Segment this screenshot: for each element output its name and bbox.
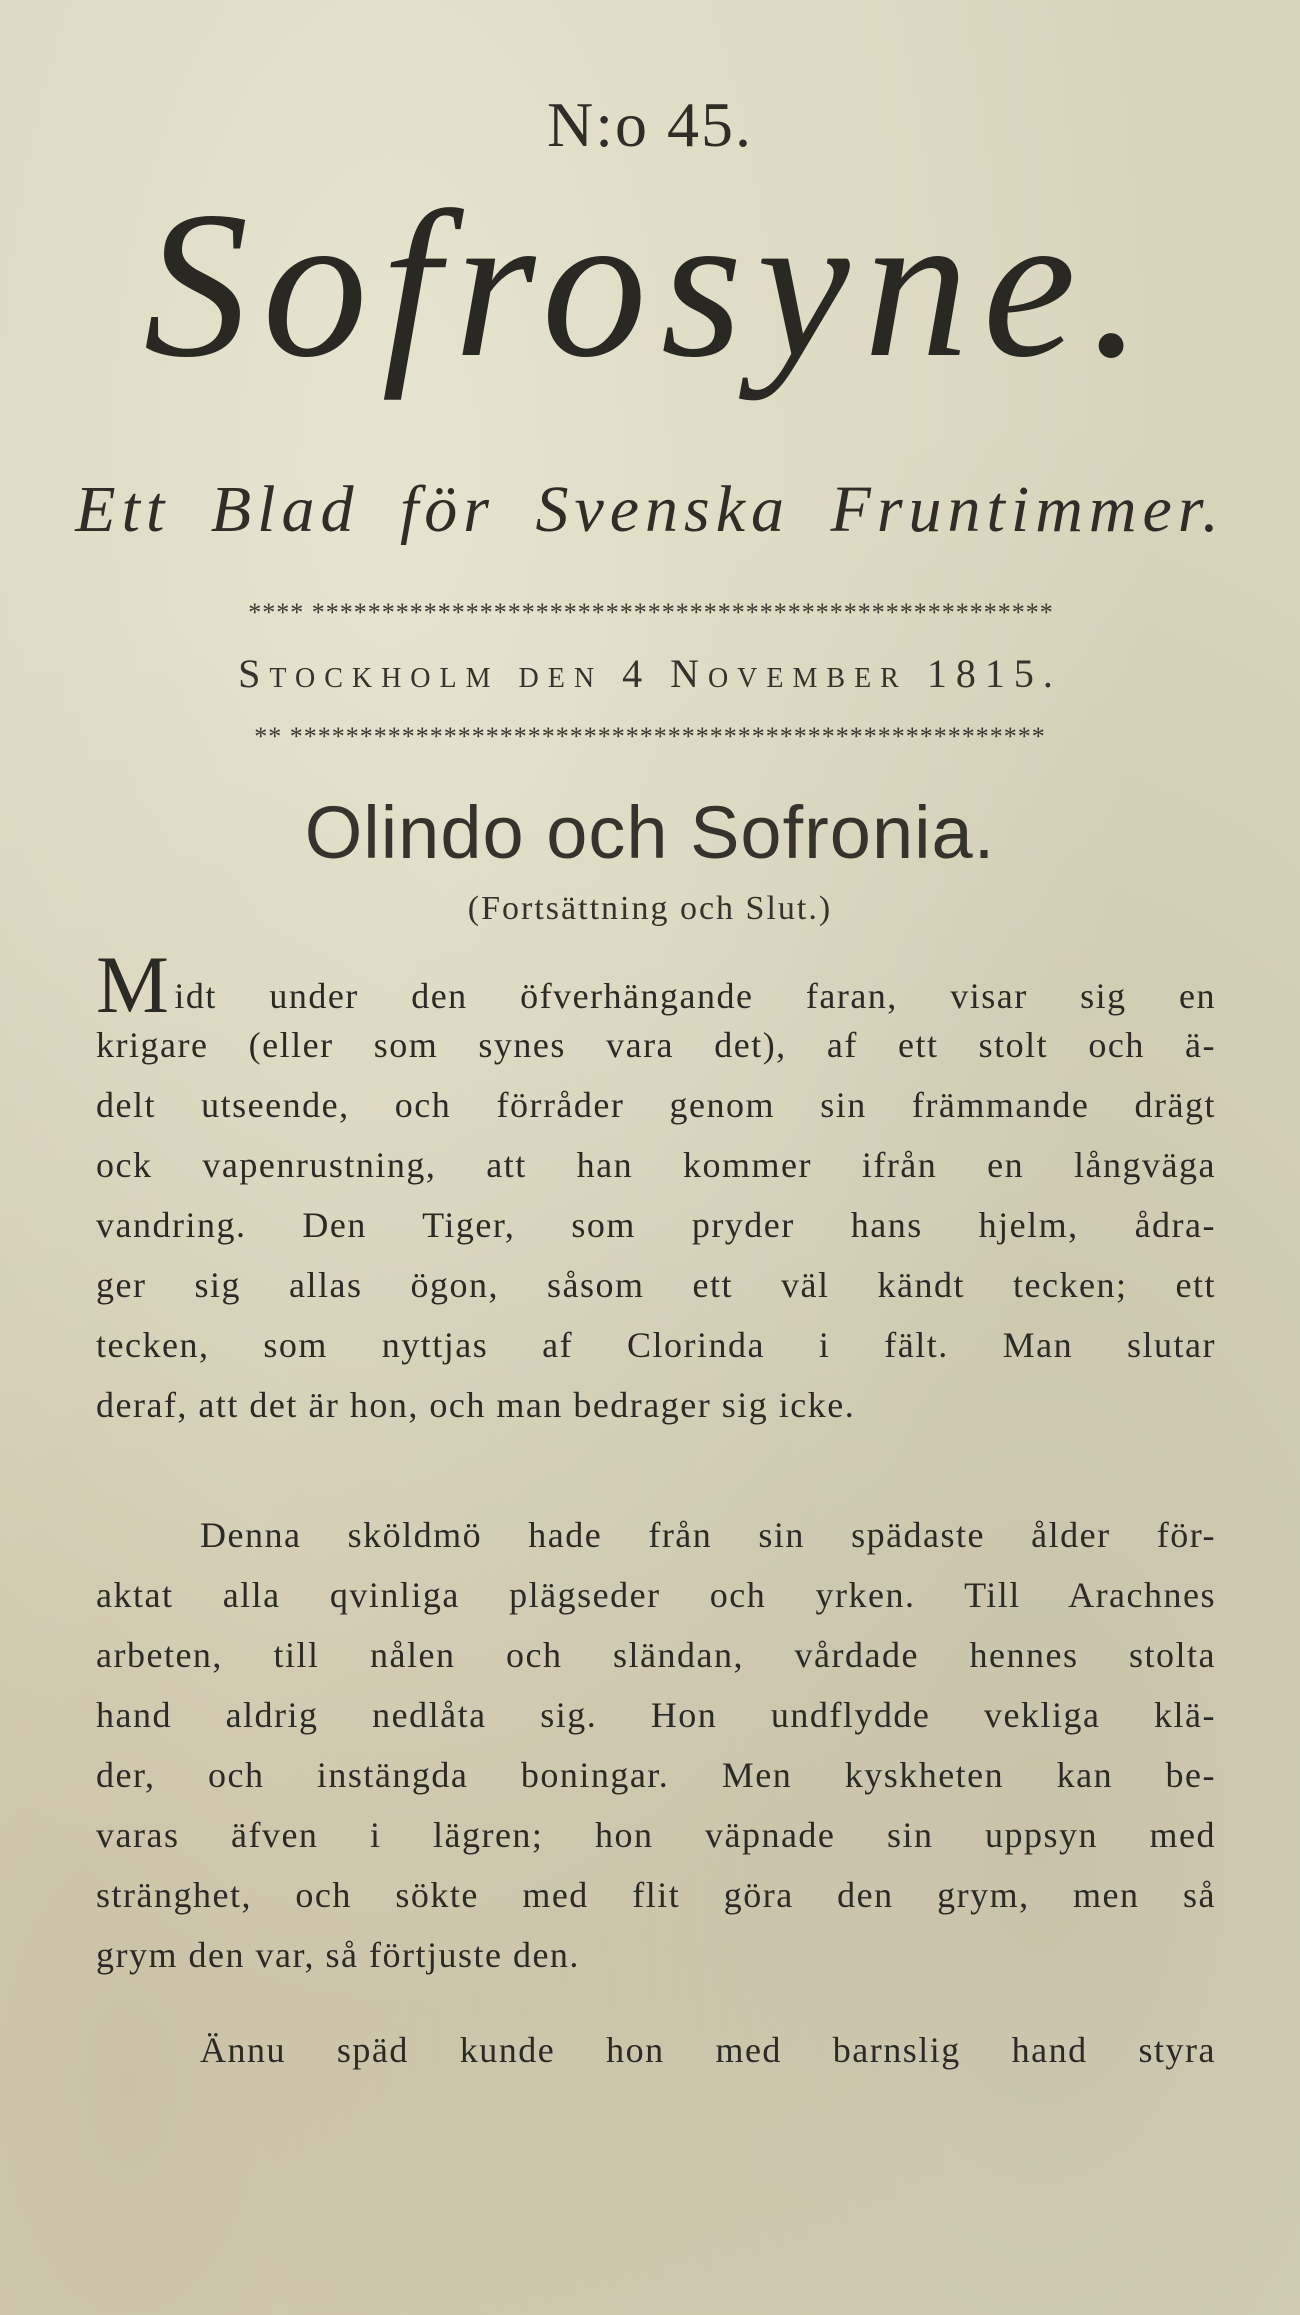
masthead-title: Sofrosyne. xyxy=(143,169,1157,401)
text-line: delt utseende, och förråder genom sin främmande drägt xyxy=(96,1085,1216,1125)
text-line: der, och instängda boningar. Men kyskheten kan be- xyxy=(96,1755,1216,1795)
paragraph-3 xyxy=(96,2020,1216,2080)
text-line: tecken, som nyttjas af Clorinda i fält. Man slutar xyxy=(96,1325,1216,1365)
masthead-subtitle: Ett Blad för Svenska Fruntimmer. xyxy=(75,473,1225,546)
text-line: hand aldrig nedlåta sig. Hon undflydde vekliga klä- xyxy=(96,1695,1216,1735)
dateline: Stockholm den 4 November 1815. xyxy=(238,651,1062,696)
drop-cap: M xyxy=(96,939,171,1030)
text-line: varas äfven i lägren; hon väpnade sin uppsyn med xyxy=(96,1815,1216,1855)
paragraph-2 xyxy=(96,1505,1216,1985)
text-line: deraf, att det är hon, och man bedrager sig icke. xyxy=(96,1385,856,1425)
article-title: Olindo och Sofronia. xyxy=(304,791,996,874)
text-line: stränghet, och sökte med flit göra den grym, men så xyxy=(96,1875,1216,1915)
article-subtitle: (Fortsättning och Slut.) xyxy=(467,890,833,927)
text-line: Ännu späd kunde hon med barnslig hand styra xyxy=(200,2030,1216,2070)
text-line: krigare (eller som synes vara det), af ett stolt och ä- xyxy=(96,1025,1216,1065)
text-line: grym den var, så förtjuste den. xyxy=(96,1935,580,1975)
text-line: Denna sköldmö hade från sin spädaste ålder för- xyxy=(200,1515,1216,1555)
text-line: vandring. Den Tiger, som pryder hans hjelm, ådra- xyxy=(96,1205,1216,1245)
star-divider-top: **** ***************************************************** xyxy=(248,598,1054,627)
text-line: arbeten, till nålen och sländan, vårdade hennes stolta xyxy=(96,1635,1216,1675)
text-line: ger sig allas ögon, såsom ett väl kändt tecken; ett xyxy=(96,1265,1216,1305)
star-divider-bottom: ** ****************************************************** xyxy=(254,722,1046,751)
paragraph-1 xyxy=(96,939,1216,1435)
text-line: Midt under den öfverhängande faran, visar sig en xyxy=(96,939,1216,1030)
text-line: ock vapenrustning, att han kommer ifrån en långväga xyxy=(96,1145,1216,1185)
text-line: aktat alla qvinliga plägseder och yrken. Till Arachnes xyxy=(96,1575,1216,1615)
issue-number: N:o 45. xyxy=(547,89,753,160)
